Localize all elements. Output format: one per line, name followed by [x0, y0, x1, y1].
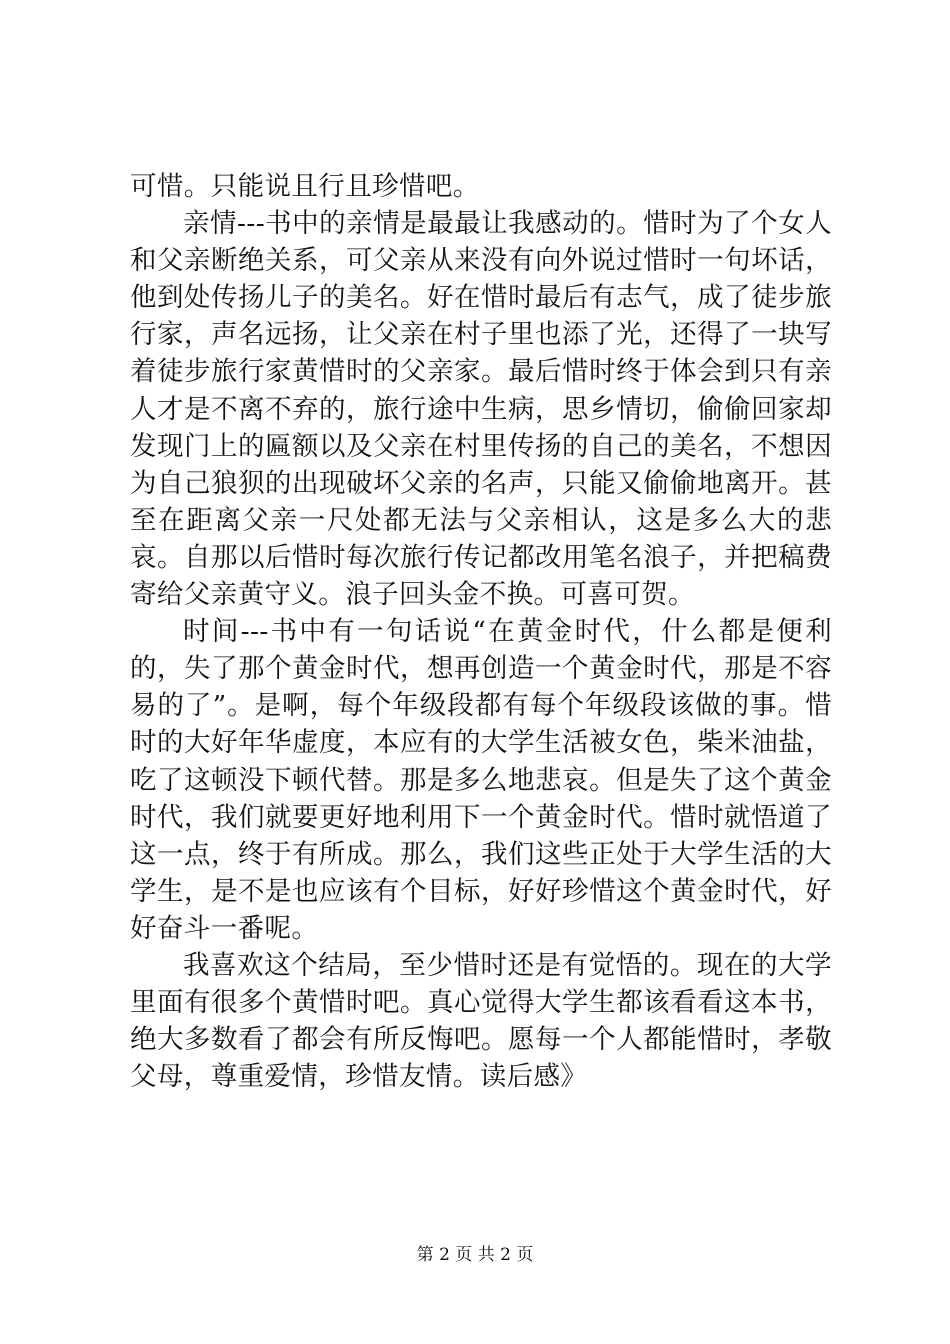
paragraph-time: 时间---书中有一句话说“在黄金时代，什么都是便利的，失了那个黄金时代，想再创造一个黄金时代，那是不容易的了”。是啊，每个年级段都有每个年级段该做的事。惜时的大好年华虚度，本应有的大学生活被女色，柴米油盐，吃了这顿没下顿代替。那是多么地悲哀。但是失了这个黄金时代，我们就要更好地利用下一个黄金时代。惜时就悟道了这一点，终于有所成。那么，我们这些正处于大学生活的大学生，是不是也应该有个目标，好好珍惜这个黄金时代，好好奋斗一番呢。 — [130, 616, 832, 944]
page-number-footer: 第 2 页 共 2 页 — [416, 1245, 534, 1265]
document-body — [130, 168, 832, 1095]
paragraph-family: 亲情---书中的亲情是最最让我感动的。惜时为了个女人和父亲断绝关系，可父亲从来没有向外说过惜时一句坏话，他到处传扬儿子的美名。好在惜时最后有志气，成了徒步旅行家，声名远扬，让父亲在村子里也添了光，还得了一块写着徒步旅行家黄惜时的父亲家。最后惜时终于体会到只有亲人才是不离不弃的，旅行途中生病，思乡情切，偷偷回家却发现门上的匾额以及父亲在村里传扬的自己的美名，不想因为自己狼狈的出现破坏父亲的名声，只能又偷偷地离开。甚至在距离父亲一尺处都无法与父亲相认，这是多么大的悲哀。自那以后惜时每次旅行传记都改用笔名浪子，并把稿费寄给父亲黄守义。浪子回头金不换。可喜可贺。 — [130, 208, 832, 611]
paragraph-continuation: 可惜。只能说且行且珍惜吧。 — [130, 171, 480, 202]
paragraph-conclusion: 我喜欢这个结局，至少惜时还是有觉悟的。现在的大学里面有很多个黄惜时吧。真心觉得大学生都该看看这本书，绝大多数看了都会有所反悔吧。愿每一个人都能惜时，孝敬父母，尊重爱情，珍惜友情。读后感》 — [130, 949, 832, 1093]
